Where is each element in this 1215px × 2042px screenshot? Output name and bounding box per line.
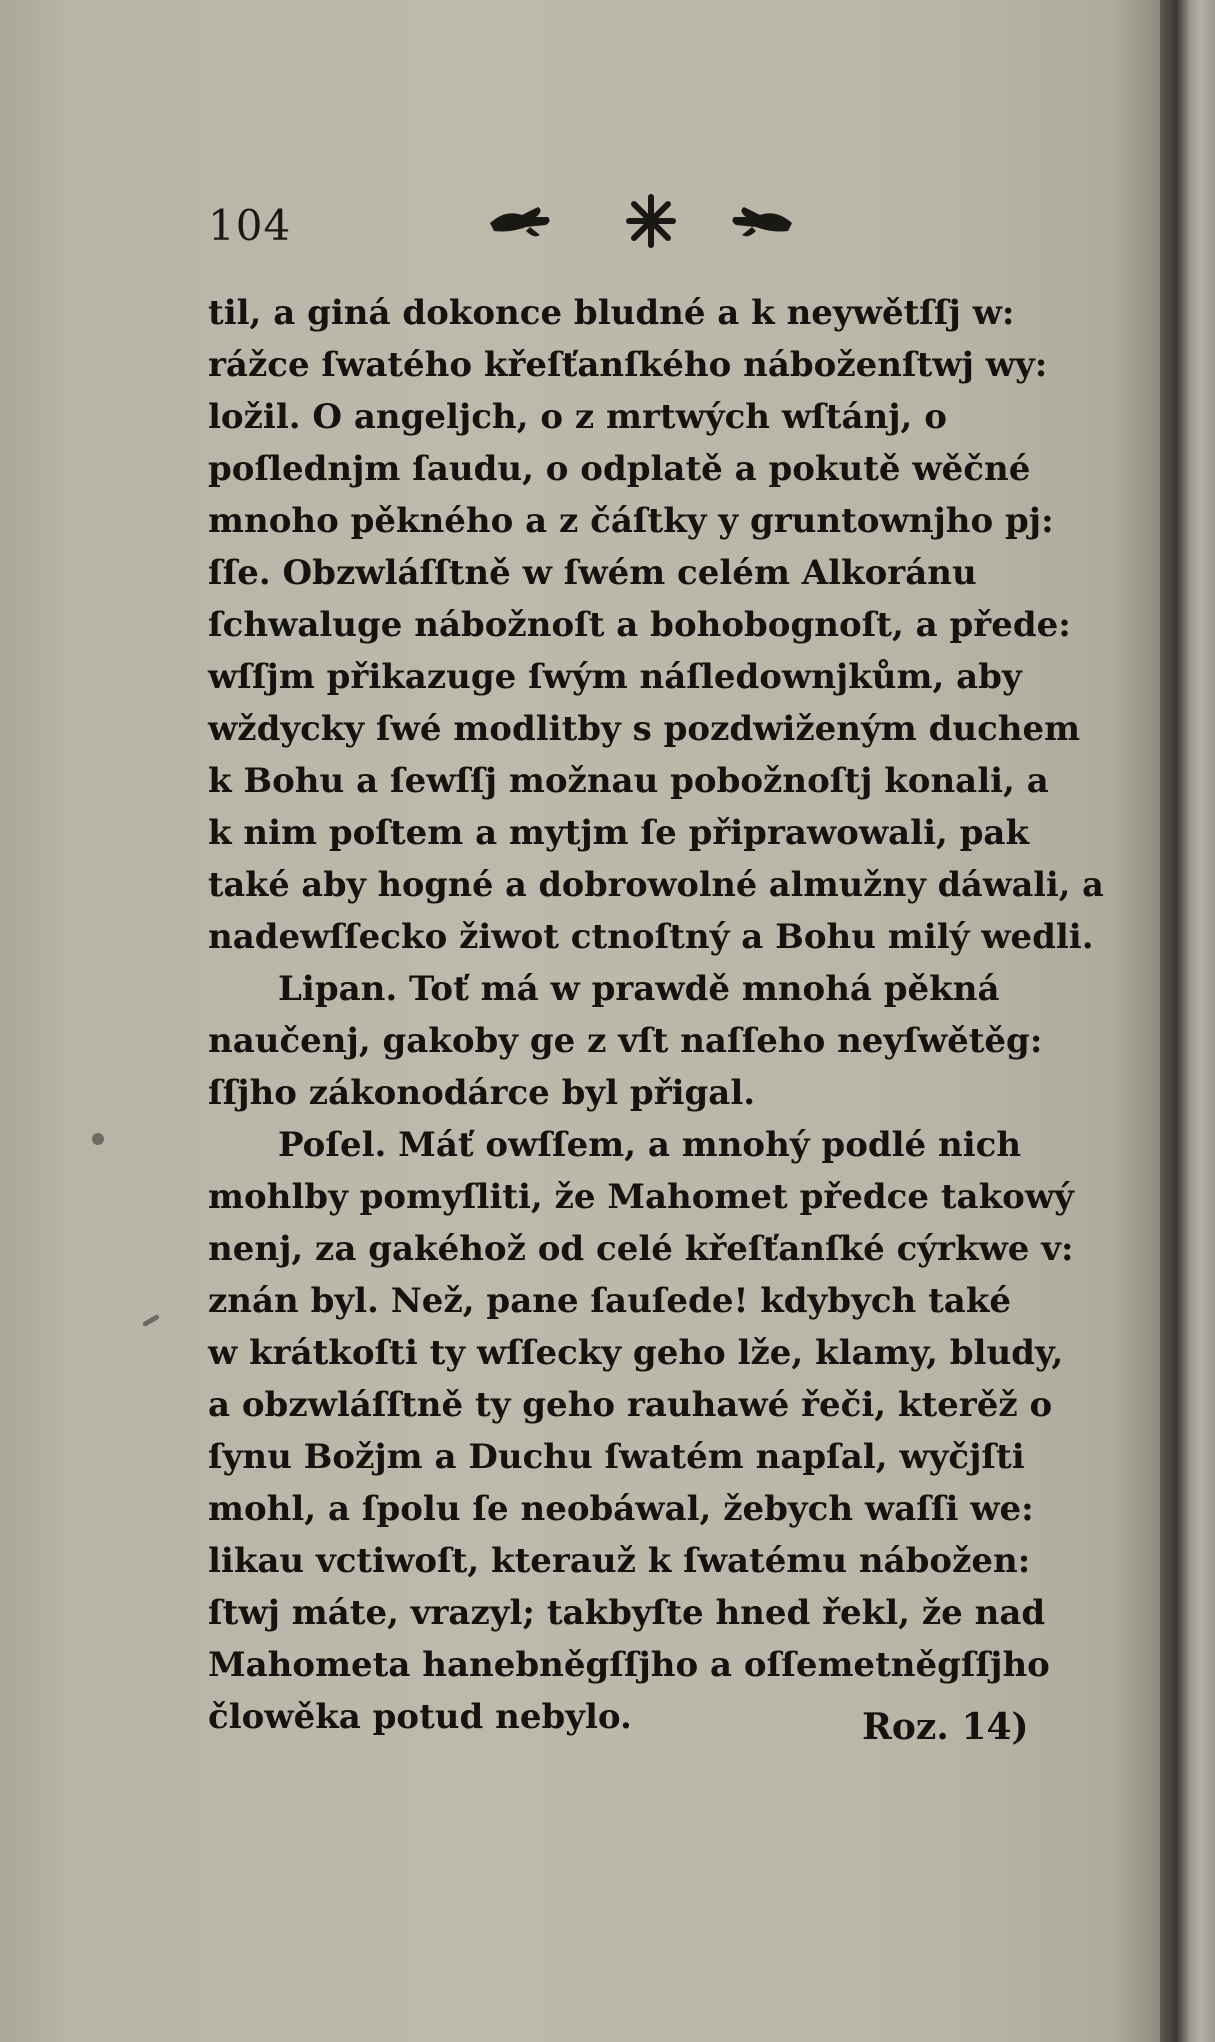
- page-number: 104: [208, 201, 292, 250]
- catchword: Roz. 14): [862, 1706, 1029, 1748]
- text-line: rážce ſwatého křeſťanſkého náboženſtwj wy:: [208, 345, 1048, 385]
- text-line: k nim poſtem a mytjm ſe připrawowali, pak: [208, 813, 1030, 853]
- hand-ornament-left-icon: [486, 193, 556, 241]
- text-line: wſſjm přikazuge ſwým náſledownjkům, aby: [208, 657, 1022, 697]
- text-line: ſſe. Obzwláſſtně w ſwém celém Alkoránu: [208, 553, 977, 593]
- text-line: Mahometa hanebněgſſjho a oſſemetněgſſjho: [208, 1645, 1050, 1685]
- hand-ornament-right-icon: [726, 193, 796, 241]
- text-line: nadewſſecko žiwot ctnoſtný a Bohu milý wedli.: [208, 917, 1094, 957]
- text-line: a obzwláſſtně ty geho rauhawé řeči, kterěž o: [208, 1385, 1053, 1425]
- text-line: ſtwj máte, vrazyl; takbyſte hned řekl, že nad: [208, 1593, 1046, 1633]
- text-line: ložil. O angeljch, o z mrtwých wſtánj, o: [208, 397, 947, 437]
- speaker-line-posel: Poſel. Máť owſſem, a mnohý podlé nich: [278, 1125, 1022, 1165]
- text-line: mnoho pěkného a z čáſtky y gruntownjho pj:: [208, 501, 1054, 541]
- text-line: také aby hogné a dobrowolné almužny dáwali, a: [208, 865, 1104, 904]
- text-line: wždycky ſwé modlitby s pozdwiženým duchem: [208, 709, 1081, 749]
- text-line: nenj, za gakéhož od celé křeſťanſké cýrkwe v:: [208, 1229, 1074, 1269]
- speaker-line-lipan: Lipan. Toť má w prawdě mnohá pěkná: [278, 969, 1000, 1009]
- book-gutter: [1160, 0, 1215, 2042]
- text-line: til, a giná dokonce bludné a k neywětſſj w:: [208, 293, 1015, 333]
- text-line: w krátkoſti ty wſſecky geho lže, klamy, bludy,: [208, 1333, 1064, 1373]
- text-line: likau vctiwoſt, kterauž k ſwatému nábožen:: [208, 1541, 1031, 1581]
- star-ornament-icon: [623, 193, 679, 249]
- text-line: mohlby pomyſliti, že Mahomet předce takowý: [208, 1177, 1074, 1217]
- paper-speck: [142, 1314, 160, 1327]
- text-line: mohl, a ſpolu ſe neobáwal, žebych waſſi we:: [208, 1489, 1034, 1529]
- text-line: k Bohu a ſewſſj možnau pobožnoſtj konali, a: [208, 761, 1049, 801]
- text-line: ſſjho zákonodárce byl přigal.: [208, 1073, 756, 1113]
- text-line: poſlednjm ſaudu, o odplatě a pokutě wěčné: [208, 449, 1031, 489]
- text-line: ſchwaluge nábožnoſt a bohobognoſt, a přede:: [208, 605, 1071, 645]
- paper-speck: [92, 1133, 104, 1145]
- text-line: člowěka potud nebylo.: [208, 1697, 632, 1737]
- text-line: naučenj, gakoby ge z vſt naſſeho neyſwětěg:: [208, 1021, 1043, 1061]
- text-line: znán byl. Než, pane ſauſede! kdybych také: [208, 1281, 1012, 1321]
- text-line: ſynu Božjm a Duchu ſwatém napſal, wyčjſti: [208, 1437, 1025, 1477]
- page-header: [208, 193, 1108, 263]
